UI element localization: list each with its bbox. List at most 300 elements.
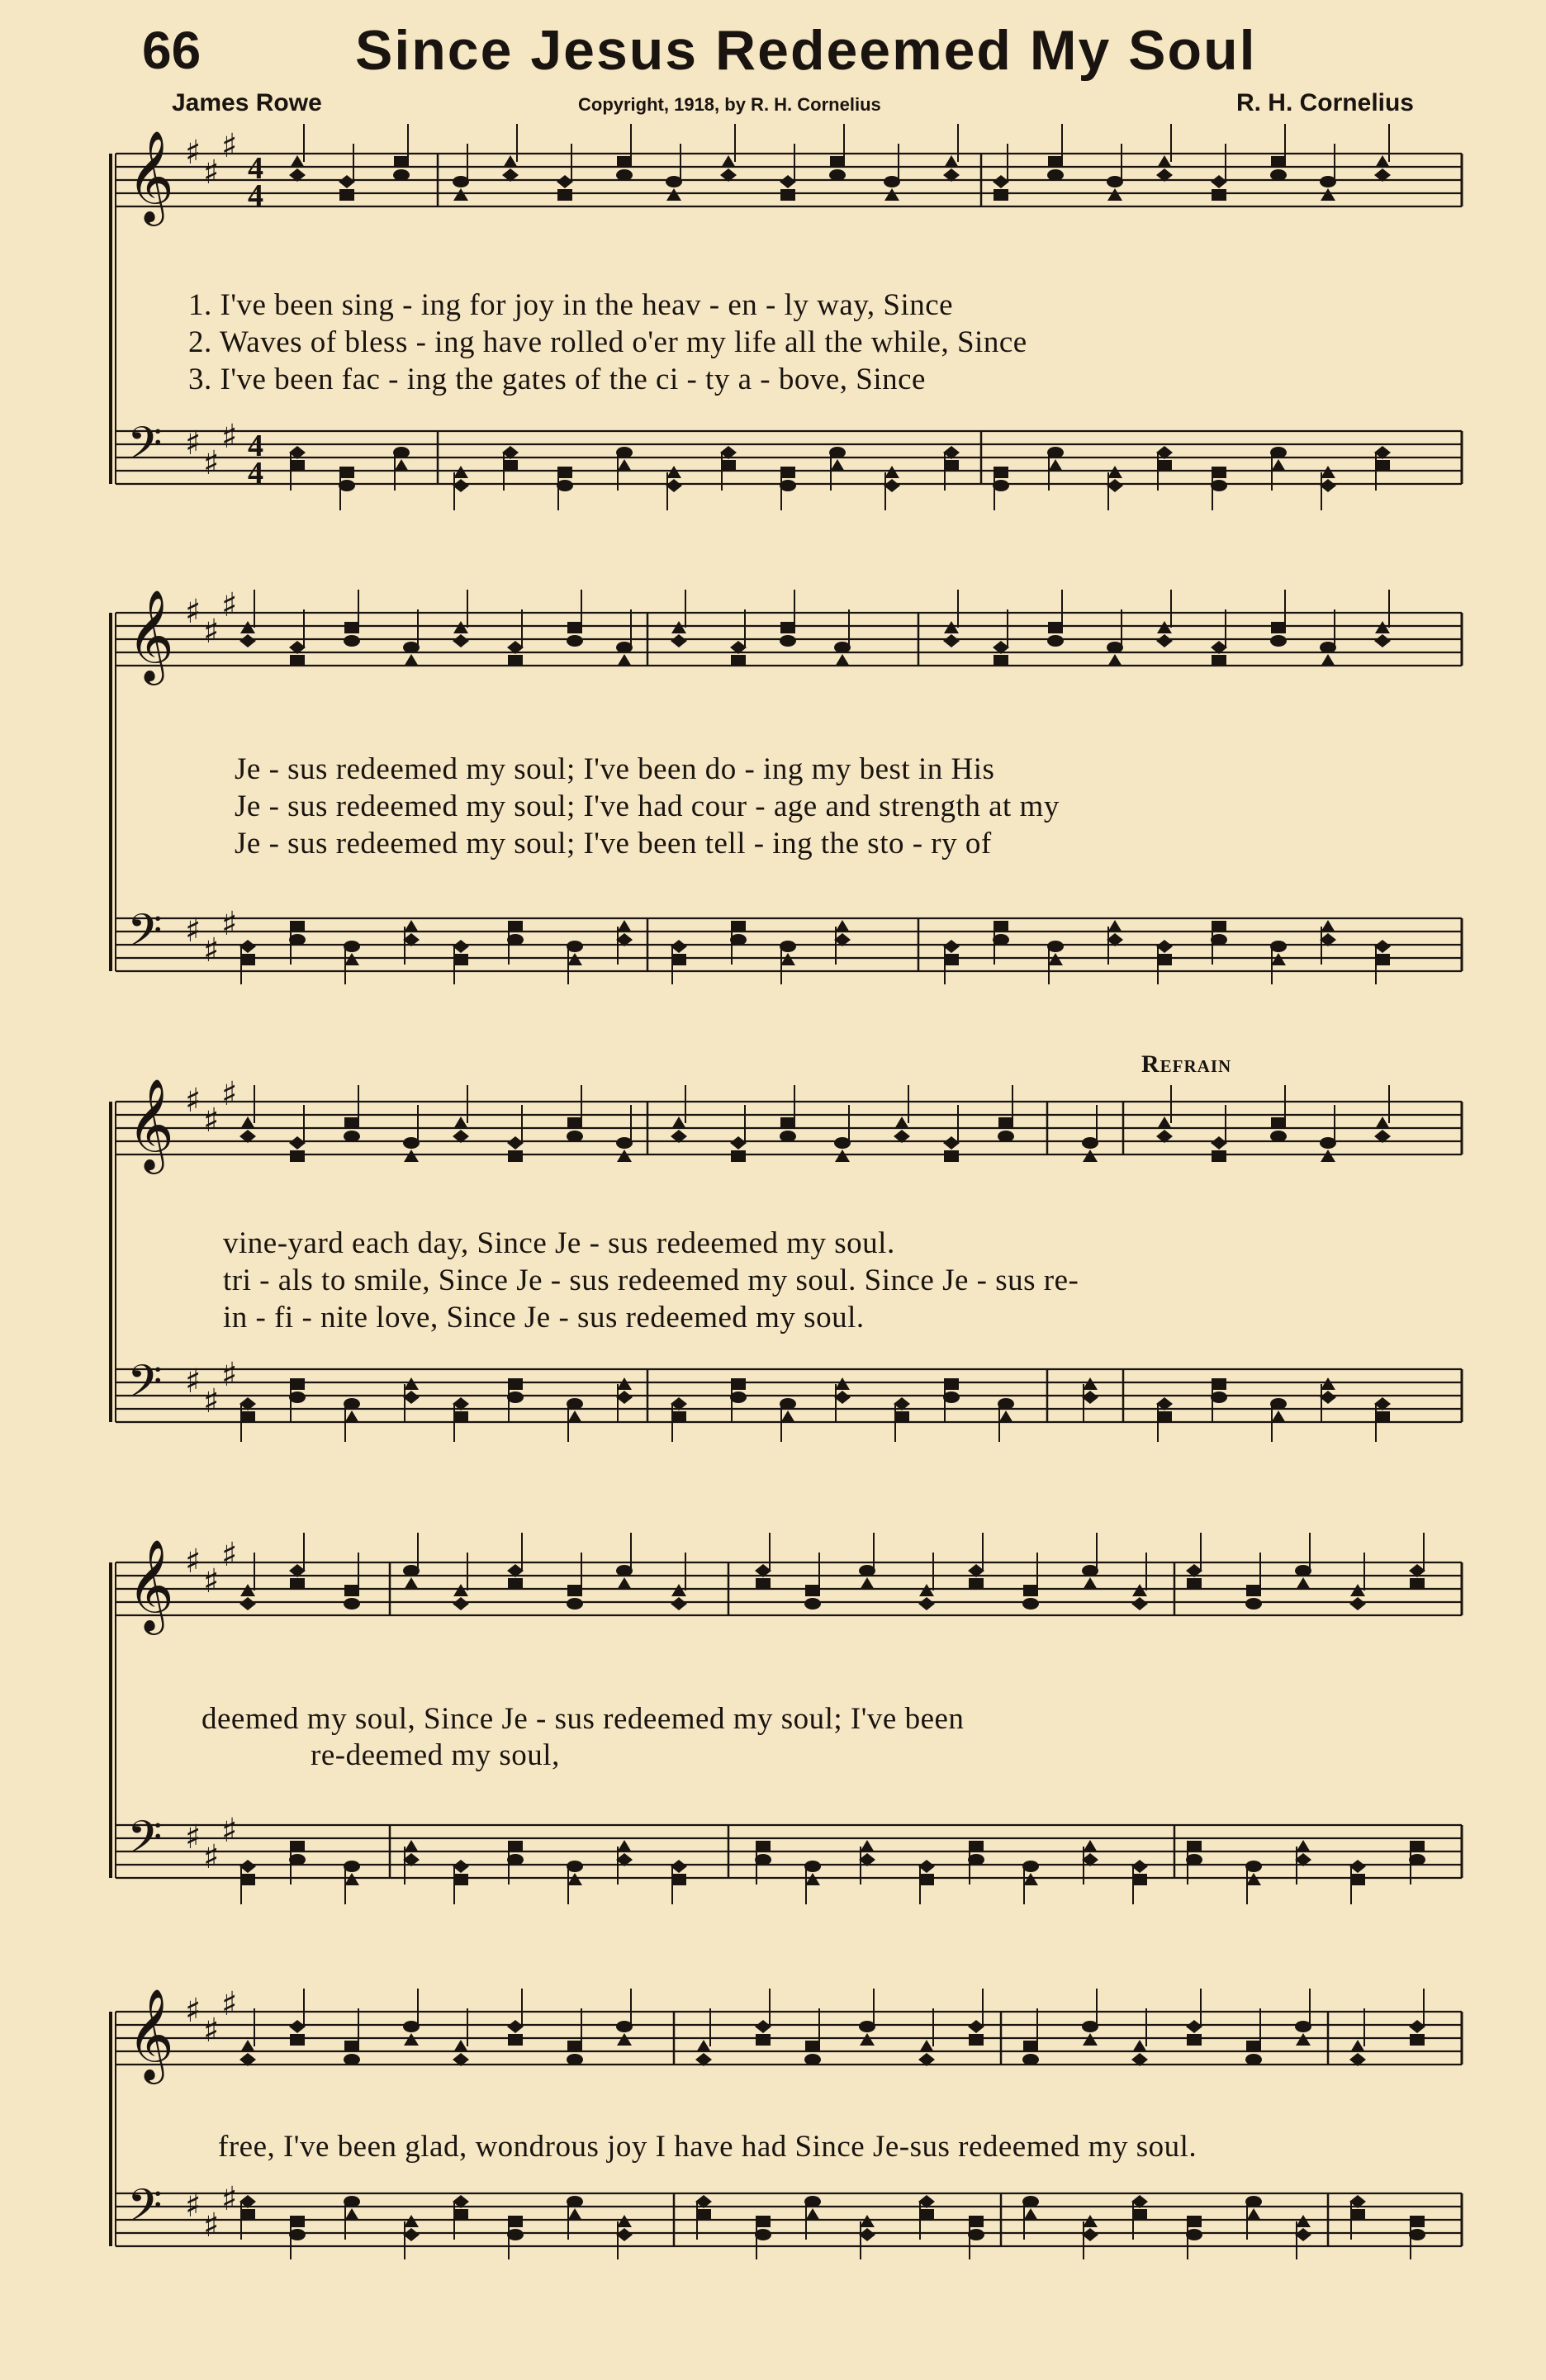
note-head (344, 1131, 360, 1142)
note-head (1271, 156, 1286, 168)
note-head (1270, 169, 1287, 181)
treble-clef-icon: 𝄞 (127, 130, 174, 222)
note-head (1107, 654, 1122, 666)
note-head (943, 634, 960, 647)
note-head (780, 622, 795, 633)
note-head (1083, 1577, 1098, 1590)
note-head (780, 467, 795, 478)
note-head (567, 622, 582, 633)
sharp-icon: ♯ (203, 613, 220, 651)
note-head (1350, 2209, 1365, 2221)
note-head (671, 954, 686, 965)
note-head (1156, 634, 1173, 647)
note-head (804, 1598, 821, 1610)
note-head (240, 621, 255, 633)
note-head (944, 1150, 959, 1162)
sharp-icon: ♯ (203, 932, 220, 970)
note-head (835, 1150, 850, 1162)
note-head (884, 188, 899, 201)
note-head (780, 635, 796, 647)
note-head (696, 2040, 711, 2052)
note-head (805, 2041, 820, 2052)
note-head (453, 621, 468, 633)
note-head (453, 954, 468, 965)
note-head (404, 654, 419, 666)
lyric-line: Je - sus redeemed my soul; I've been do - ing my best in His (235, 752, 995, 786)
hymn-title: Since Jesus Redeemed My Soul (355, 19, 1257, 82)
hymn-number: 66 (142, 21, 202, 80)
sharp-icon: ♯ (221, 905, 238, 943)
note-head (1246, 1873, 1261, 1885)
note-head (1083, 1150, 1098, 1162)
note-head (1132, 1584, 1147, 1596)
note-head (1022, 2054, 1039, 2065)
note-head (671, 1411, 686, 1423)
note-head (1187, 1578, 1202, 1590)
note-head (1023, 1585, 1038, 1596)
note-head (567, 1598, 583, 1610)
sharp-icon: ♯ (203, 1382, 220, 1420)
note-head (805, 1873, 820, 1885)
sharp-icon: ♯ (221, 1356, 238, 1394)
note-head (1048, 459, 1063, 472)
note-head (240, 1411, 255, 1423)
note-head (780, 1410, 795, 1423)
note-head (240, 954, 255, 965)
sharp-icon: ♯ (185, 912, 202, 950)
note-head (290, 2034, 305, 2046)
note-head (835, 654, 850, 666)
note-head (835, 920, 850, 932)
note-head (1375, 954, 1390, 965)
note-head (404, 2215, 419, 2227)
note-head (344, 1117, 359, 1129)
note-head (671, 621, 686, 633)
note-head (404, 1840, 419, 1852)
note-head (567, 1873, 582, 1885)
lyric-line: re-deemed my soul, (311, 1738, 560, 1772)
note-head (666, 188, 681, 201)
note-head (508, 1578, 523, 1590)
note-head (344, 2041, 359, 2052)
note-head (731, 1378, 746, 1390)
sharp-icon: ♯ (203, 1562, 220, 1600)
note-head (671, 634, 687, 647)
note-head (567, 1410, 582, 1423)
note-head (1212, 1378, 1226, 1390)
note-head (1271, 622, 1286, 633)
note-head (1350, 1874, 1365, 1885)
note-head (1022, 1598, 1039, 1610)
note-head (290, 655, 305, 666)
note-head (1157, 621, 1172, 633)
note-head (998, 1410, 1013, 1423)
note-head (1349, 1597, 1366, 1610)
note-head (1131, 1597, 1148, 1610)
note-head (617, 1150, 632, 1162)
note-head (1410, 1578, 1425, 1590)
sharp-icon: ♯ (185, 1082, 202, 1120)
note-head (453, 1117, 468, 1129)
note-head (835, 1377, 850, 1390)
note-head (1048, 156, 1063, 168)
note-head (998, 1131, 1014, 1142)
note-head (780, 189, 795, 201)
bass-clef-icon: 𝄢 (127, 1811, 163, 1875)
note-head (508, 921, 523, 932)
note-head (994, 921, 1008, 932)
note-head (944, 621, 959, 633)
note-head (1083, 1840, 1098, 1852)
sharp-icon: ♯ (185, 1543, 202, 1581)
note-head (453, 1597, 469, 1610)
sharp-icon: ♯ (203, 1838, 220, 1876)
note-head (508, 2216, 523, 2227)
note-head (1107, 920, 1122, 932)
note-head (1375, 460, 1390, 472)
lyric-line: 1. I've been sing - ing for joy in the heav - en - ly way, Since (188, 288, 954, 322)
note-head (567, 2041, 582, 2052)
note-head (239, 1597, 256, 1610)
note-head (240, 2040, 255, 2052)
note-head (1212, 1150, 1226, 1162)
note-head (344, 635, 360, 647)
sharp-icon: ♯ (185, 424, 202, 462)
note-head (617, 1840, 632, 1852)
note-head (567, 1131, 583, 1142)
lyric-line: 3. I've been fac - ing the gates of the ci - ty a - bove, Since (188, 363, 926, 396)
note-head (1047, 169, 1064, 181)
note-head (805, 2208, 820, 2221)
note-head (567, 1585, 582, 1596)
lyric-line: Je - sus redeemed my soul; I've been tell - ing the sto - ry of (235, 827, 992, 860)
note-head (919, 1584, 934, 1596)
note-head (756, 2216, 771, 2227)
note-head (1048, 953, 1063, 965)
note-head (671, 1117, 686, 1129)
note-head (1246, 2041, 1261, 2052)
note-head (969, 2216, 984, 2227)
lyricist-credit: James Rowe (172, 89, 322, 116)
note-head (1321, 654, 1335, 666)
note-head (919, 2040, 934, 2052)
note-head (240, 2209, 255, 2221)
note-head (721, 155, 736, 168)
note-head (290, 1841, 305, 1852)
note-head (617, 2215, 632, 2227)
note-head (617, 2033, 632, 2046)
note-head (1375, 155, 1390, 168)
note-head (339, 189, 354, 201)
lyric-line: Je - sus redeemed my soul; I've had cour - age and strength at my (235, 789, 1060, 823)
note-head (1410, 2034, 1425, 2046)
sharp-icon: ♯ (185, 1363, 202, 1401)
note-head (240, 1874, 255, 1885)
note-head (671, 1874, 686, 1885)
note-head (344, 1598, 360, 1610)
sharp-icon: ♯ (185, 593, 202, 631)
note-head (671, 1584, 686, 1596)
note-head (1187, 2034, 1202, 2046)
note-head (994, 189, 1008, 201)
note-head (918, 1597, 935, 1610)
note-head (969, 1578, 984, 1590)
note-head (1350, 1584, 1365, 1596)
time-signature-numerator: 4 (248, 151, 263, 186)
note-head (453, 466, 468, 478)
sharp-icon: ♯ (185, 1992, 202, 2030)
sharp-icon: ♯ (221, 127, 238, 165)
note-head (780, 1117, 795, 1129)
note-head (290, 460, 305, 472)
note-head (894, 1117, 909, 1129)
note-head (1321, 1377, 1335, 1390)
note-head (344, 1585, 359, 1596)
note-head (393, 169, 410, 181)
note-head (1271, 459, 1286, 472)
note-head (567, 1117, 582, 1129)
note-head (1023, 2041, 1038, 2052)
note-head (344, 2054, 360, 2065)
note-head (756, 1578, 771, 1590)
refrain-label: Refrain (1141, 1050, 1232, 1078)
note-head (1107, 466, 1122, 478)
composer-credit: R. H. Cornelius (1235, 89, 1414, 116)
note-head (721, 460, 736, 472)
note-head (780, 953, 795, 965)
note-head (1321, 466, 1335, 478)
sharp-icon: ♯ (221, 586, 238, 624)
note-head (1270, 1131, 1287, 1142)
note-head (1212, 189, 1226, 201)
note-head (1246, 2208, 1261, 2221)
note-head (944, 1378, 959, 1390)
note-head (1132, 2209, 1147, 2221)
note-head (453, 188, 468, 201)
note-head (1410, 2216, 1425, 2227)
note-head (919, 2209, 934, 2221)
note-head (884, 466, 899, 478)
note-head (617, 459, 632, 472)
note-head (804, 2054, 821, 2065)
note-head (994, 655, 1008, 666)
note-head (1271, 1117, 1286, 1129)
note-head (290, 921, 305, 932)
note-head (344, 2208, 359, 2221)
sharp-icon: ♯ (221, 418, 238, 456)
note-head (830, 156, 845, 168)
note-head (1083, 2033, 1098, 2046)
sharp-icon: ♯ (221, 1536, 238, 1574)
note-head (731, 655, 746, 666)
note-head (339, 467, 354, 478)
bass-clef-icon: 𝄢 (127, 904, 163, 968)
note-head (731, 921, 746, 932)
note-head (1212, 655, 1226, 666)
note-head (240, 1584, 255, 1596)
note-head (1271, 1410, 1286, 1423)
note-head (394, 156, 409, 168)
note-head (290, 1150, 305, 1162)
note-head (394, 459, 409, 472)
note-head (944, 155, 959, 168)
note-head (830, 459, 845, 472)
note-head (756, 1841, 771, 1852)
note-head (944, 954, 959, 965)
note-head (1375, 1411, 1390, 1423)
note-head (344, 622, 359, 633)
note-head (1157, 155, 1172, 168)
sharp-icon: ♯ (185, 1818, 202, 1856)
note-head (1157, 1117, 1172, 1129)
note-head (1023, 1873, 1038, 1885)
note-head (453, 2209, 468, 2221)
treble-clef-icon: 𝄞 (127, 1988, 174, 2080)
note-head (919, 1874, 934, 1885)
note-head (617, 156, 632, 168)
note-head (666, 466, 681, 478)
note-head (1047, 635, 1064, 647)
note-head (860, 2033, 875, 2046)
note-head (617, 1377, 632, 1390)
note-head (344, 1410, 359, 1423)
note-head (508, 2034, 523, 2046)
note-head (1350, 2040, 1365, 2052)
note-head (1296, 1577, 1311, 1590)
note-head (508, 1378, 523, 1390)
note-head (503, 460, 518, 472)
note-head (1321, 1150, 1335, 1162)
note-head (1375, 1117, 1390, 1129)
note-head (404, 2033, 419, 2046)
note-head (404, 920, 419, 932)
lyric-line: 2. Waves of bless - ing have rolled o'er my life all the while, Since (188, 325, 1027, 359)
note-head (1187, 1841, 1202, 1852)
note-head (453, 2040, 468, 2052)
note-head (860, 1577, 875, 1590)
note-head (696, 2209, 711, 2221)
sharp-icon: ♯ (221, 1812, 238, 1850)
note-head (617, 920, 632, 932)
note-head (404, 1577, 419, 1590)
note-head (557, 467, 572, 478)
note-head (994, 467, 1008, 478)
note-head (1083, 1377, 1098, 1390)
note-head (805, 1585, 820, 1596)
note-head (998, 1117, 1013, 1129)
note-head (756, 2034, 771, 2046)
note-head (860, 2215, 875, 2227)
note-head (1132, 1874, 1147, 1885)
note-head (453, 1584, 468, 1596)
note-head (1321, 188, 1335, 201)
note-head (731, 1150, 746, 1162)
sharp-icon: ♯ (203, 1102, 220, 1140)
note-head (969, 1841, 984, 1852)
sharp-icon: ♯ (185, 2187, 202, 2225)
time-signature-denominator: 4 (248, 456, 263, 491)
note-head (508, 1841, 523, 1852)
note-head (944, 460, 959, 472)
note-head (1157, 954, 1172, 965)
time-signature-numerator: 4 (248, 429, 263, 463)
note-head (1212, 467, 1226, 478)
lyric-line: in - fi - nite love, Since Je - sus redeemed my soul. (223, 1301, 865, 1335)
treble-clef-icon: 𝄞 (127, 1078, 174, 1170)
note-head (617, 1577, 632, 1590)
note-head (567, 953, 582, 965)
note-head (1271, 953, 1286, 965)
note-head (239, 634, 256, 647)
note-head (508, 655, 523, 666)
note-head (1023, 2208, 1038, 2221)
sharp-icon: ♯ (203, 2207, 220, 2245)
note-head (404, 1377, 419, 1390)
note-head (1375, 621, 1390, 633)
bass-clef-icon: 𝄢 (127, 417, 163, 481)
sharp-icon: ♯ (203, 444, 220, 482)
note-head (1212, 921, 1226, 932)
note-head (1107, 188, 1122, 201)
note-head (1321, 920, 1335, 932)
note-head (860, 1840, 875, 1852)
note-head (567, 2208, 582, 2221)
note-head (508, 1150, 523, 1162)
treble-clef-icon: 𝄞 (127, 589, 174, 681)
note-head (829, 169, 846, 181)
note-head (290, 2216, 305, 2227)
lyric-line: tri - als to smile, Since Je - sus redeemed my soul. Since Je - sus re- (223, 1263, 1079, 1297)
note-head (1083, 2215, 1098, 2227)
note-head (1410, 1841, 1425, 1852)
note-head (1246, 1585, 1261, 1596)
note-head (617, 654, 632, 666)
note-head (453, 1874, 468, 1885)
note-head (240, 1117, 255, 1129)
note-head (344, 953, 359, 965)
bass-clef-icon: 𝄢 (127, 1355, 163, 1419)
note-head (1296, 1840, 1311, 1852)
lyric-line: free, I've been glad, wondrous joy I have had Since Je-sus redeemed my soul. (218, 2130, 1197, 2164)
note-head (1048, 622, 1063, 633)
note-head (1374, 634, 1391, 647)
note-head (1157, 460, 1172, 472)
note-head (344, 1873, 359, 1885)
lyric-line: vine-yard each day, Since Je - sus redeemed my soul. (223, 1226, 895, 1260)
time-signature-denominator: 4 (248, 178, 263, 213)
note-head (290, 155, 305, 168)
sharp-icon: ♯ (203, 154, 220, 192)
note-head (1132, 2040, 1147, 2052)
note-head (1270, 635, 1287, 647)
note-head (616, 169, 633, 181)
note-head (567, 2054, 583, 2065)
note-head (503, 155, 518, 168)
bass-clef-icon: 𝄢 (127, 2179, 163, 2243)
sharp-icon: ♯ (221, 1985, 238, 2023)
note-head (567, 635, 583, 647)
note-head (1296, 2033, 1311, 2046)
note-head (557, 189, 572, 201)
note-head (1187, 2216, 1202, 2227)
copyright-notice: Copyright, 1918, by R. H. Cornelius (578, 94, 881, 115)
note-head (404, 1150, 419, 1162)
note-head (780, 1131, 796, 1142)
sharp-icon: ♯ (185, 134, 202, 172)
sharp-icon: ♯ (203, 2012, 220, 2050)
note-head (894, 1411, 909, 1423)
note-head (1157, 1411, 1172, 1423)
